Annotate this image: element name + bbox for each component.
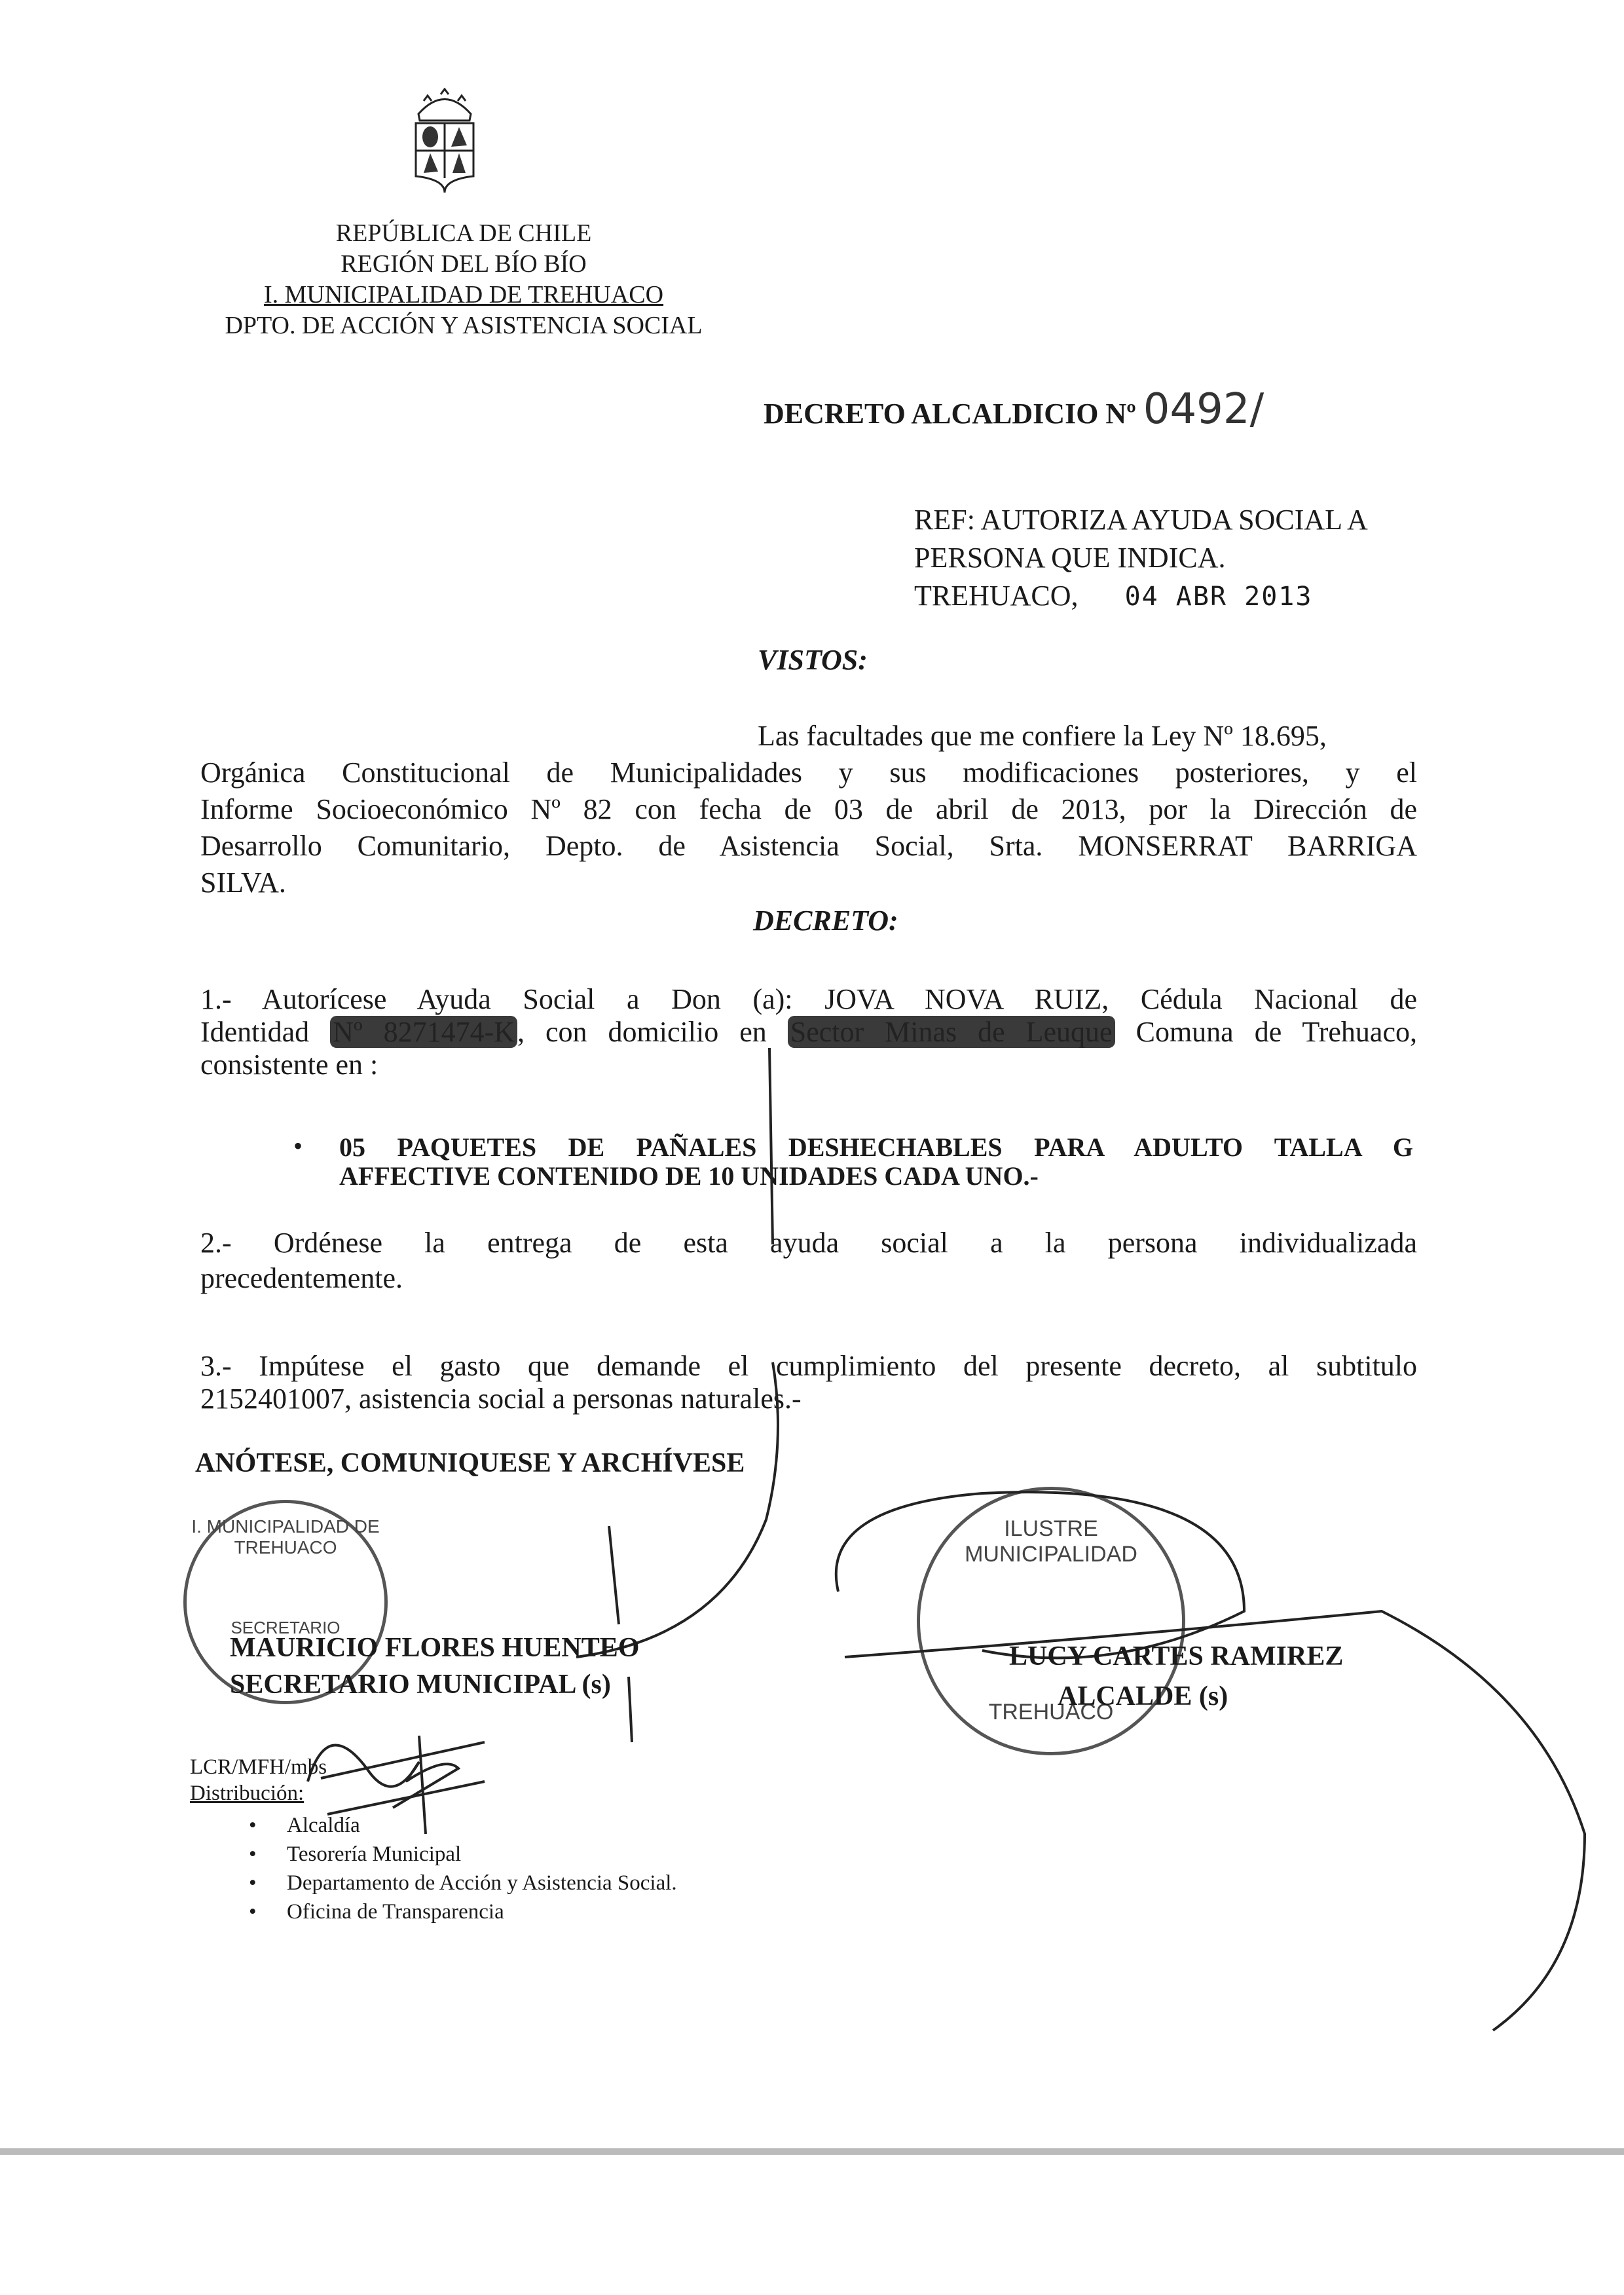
bullet-icon: • <box>293 1131 303 1161</box>
item2-line-1: 2.- Ordénese la entrega de esta ayuda social a la persona individualizada <box>200 1227 1417 1259</box>
vistos-line-2: Orgánica Constitucional de Municipalidades y sus modificaciones posteriores, y el <box>200 756 1417 789</box>
secretary-stamp-center: SECRETARIO <box>231 1618 341 1637</box>
vistos-line-5: SILVA. <box>200 867 286 899</box>
secretary-name: MAURICIO FLORES HUENTEO <box>230 1633 640 1663</box>
vistos-line-4: Desarrollo Comunitario, Depto. de Asistencia Social, Srta. MONSERRAT BARRIGA <box>200 830 1417 862</box>
distribution-item-label: Alcaldía <box>287 1814 360 1837</box>
item1-bullet-line-1: 05 PAQUETES DE PAÑALES DESHECHABLES PARA ADULTO TALLA G <box>339 1132 1413 1162</box>
header-republic: REPÚBLICA DE CHILE <box>335 219 592 247</box>
ref-line-2: PERSONA QUE INDICA. <box>914 542 1226 574</box>
item1-post: Comuna de Trehuaco, <box>1115 1016 1417 1048</box>
distribution-list <box>249 1811 677 1926</box>
item3-line-2: 2152401007, asistencia social a personas naturales.- <box>200 1383 802 1415</box>
item1-bullet-line-2: AFFECTIVE CONTENIDO DE 10 UNIDADES CADA UNO.- <box>339 1161 1039 1191</box>
decree-title-label: DECRETO ALCALDICIO Nº <box>764 398 1136 430</box>
secretary-stamp-text: I. MUNICIPALIDAD DE TREHUACO <box>191 1516 380 1558</box>
vistos-heading: VISTOS: <box>758 644 868 676</box>
distribution-item: • Departamento de Acción y Asistencia Social. <box>249 1871 677 1895</box>
mayor-name: LUCY CARTES RAMIREZ <box>1009 1641 1344 1671</box>
decreto-heading: DECRETO: <box>753 905 898 937</box>
item3-line-1: 3.- Impútese el gasto que demande el cumplimiento del presente decreto, al subtitulo <box>200 1350 1417 1382</box>
item1-line-1: 1.- Autorícese Ayuda Social a Don (a): JOVA NOVA RUIZ, Cédula Nacional de <box>200 983 1417 1015</box>
distribution-label: Distribución: <box>190 1782 304 1805</box>
header-region: REGIÓN DEL BÍO BÍO <box>341 250 587 278</box>
mayor-title: ALCALDE (s) <box>1058 1681 1228 1711</box>
distribution-item-label: Oficina de Transparencia <box>287 1900 504 1924</box>
closing-statement: ANÓTESE, COMUNIQUESE Y ARCHÍVESE <box>195 1448 745 1478</box>
vistos-line-1: Las facultades que me confiere la Ley Nº 18.695, <box>758 720 1327 752</box>
distribution-item: • Tesorería Municipal <box>249 1842 462 1866</box>
redacted-address: Sector Minas de Leuque <box>788 1016 1115 1048</box>
scan-edge-line <box>0 2148 1624 2155</box>
distribution-item: • Alcaldía <box>249 1814 360 1837</box>
ref-line-1: REF: AUTORIZA AYUDA SOCIAL A <box>914 504 1368 536</box>
date-stamp: 04 ABR 2013 <box>1124 582 1313 612</box>
distribution-item-label: Departamento de Acción y Asistencia Social. <box>287 1871 677 1895</box>
mayor-stamp-bottom: TREHUACO <box>988 1700 1114 1725</box>
mayor-stamp-text: ILUSTRE MUNICIPALIDAD <box>965 1516 1137 1567</box>
item1-mid: , con domicilio en <box>517 1016 788 1048</box>
item2-line-2: precedentemente. <box>200 1262 403 1294</box>
secretary-title: SECRETARIO MUNICIPAL (s) <box>230 1670 611 1700</box>
header-municipality: I. MUNICIPALIDAD DE TREHUACO <box>263 281 664 308</box>
ref-place: TREHUACO, <box>914 580 1079 612</box>
distribution-item-label: Tesorería Municipal <box>287 1842 462 1866</box>
vistos-line-3: Informe Socioeconómico Nº 82 con fecha de 03 de abril de 2013, por la Dirección de <box>200 793 1417 825</box>
redacted-id-number: Nº 8271474-K <box>330 1016 517 1048</box>
initials: LCR/MFH/mbs <box>190 1755 327 1779</box>
decree-number-handwritten: 0492/ <box>1143 385 1264 434</box>
header-department: DPTO. DE ACCIÓN Y ASISTENCIA SOCIAL <box>225 312 703 339</box>
item1-pre: Identidad <box>200 1016 331 1048</box>
distribution-item: • Oficina de Transparencia <box>249 1900 504 1924</box>
item1-line-3: consistente en : <box>200 1049 378 1081</box>
